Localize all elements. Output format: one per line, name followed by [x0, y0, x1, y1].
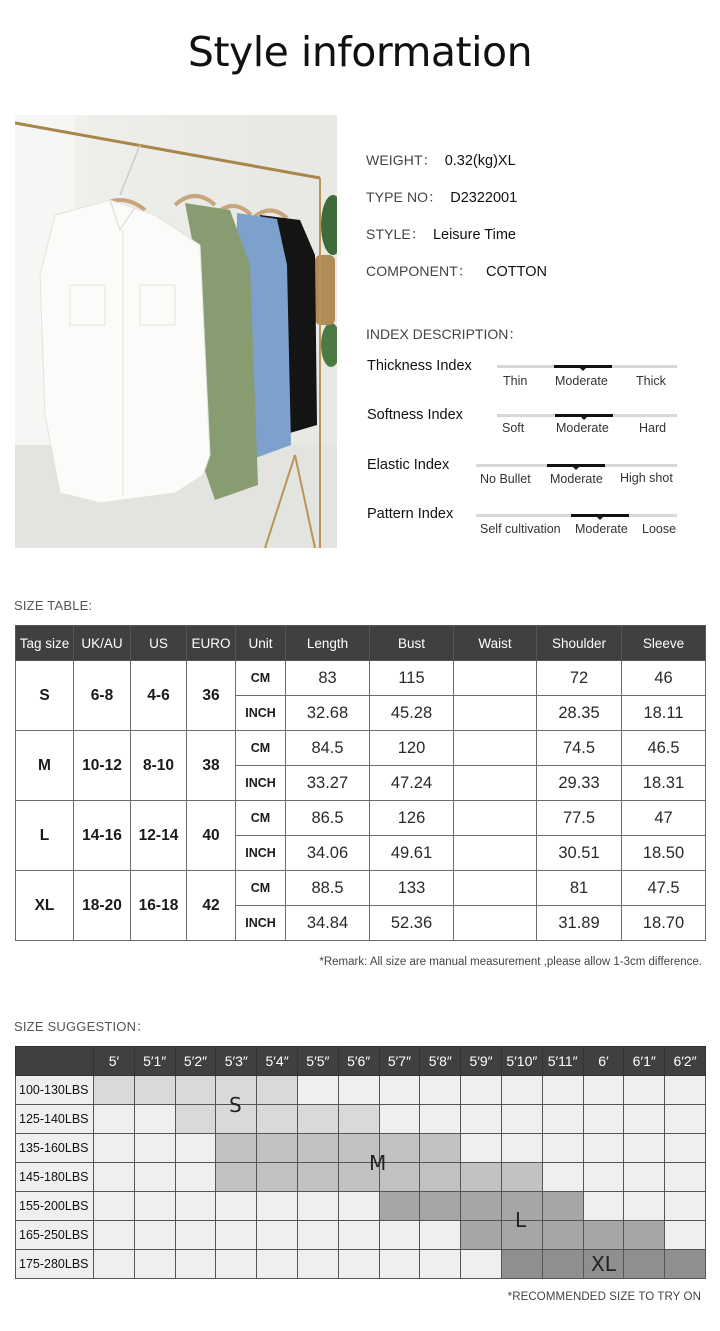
grid-cell-empty — [338, 1250, 379, 1279]
height-header: 5′6″ — [338, 1047, 379, 1076]
length-cell: 88.5 — [286, 871, 370, 906]
grid-cell-empty — [134, 1163, 175, 1192]
size-suggestion-label: SIZE SUGGESTION： — [14, 1019, 150, 1034]
weight-label: 135-160LBS — [16, 1134, 94, 1163]
grid-cell-m — [257, 1163, 298, 1192]
sleeve-cell: 47.5 — [622, 871, 706, 906]
spec-style — [366, 224, 516, 244]
waist-cell — [454, 696, 537, 731]
header-shoulder: Shoulder — [537, 626, 622, 661]
uk-au-cell: 10-12 — [74, 731, 131, 801]
size-mark-s: S — [229, 1093, 242, 1117]
weight-row — [16, 1221, 706, 1250]
softness-option-mid: Moderate — [556, 421, 609, 435]
grid-cell-empty — [665, 1134, 706, 1163]
grid-cell-empty — [94, 1250, 135, 1279]
grid-corner-cell — [16, 1047, 94, 1076]
spec-type-no-label: TYPE NO： — [366, 189, 443, 205]
grid-cell-empty — [297, 1221, 338, 1250]
grid-cell-l — [542, 1192, 583, 1221]
grid-cell-empty — [665, 1221, 706, 1250]
grid-cell-empty — [583, 1134, 624, 1163]
length-cell: 34.84 — [286, 906, 370, 941]
header-unit: Unit — [236, 626, 286, 661]
thickness-option-high: Thick — [636, 374, 666, 388]
grid-cell-empty — [134, 1250, 175, 1279]
tag-size-cell: M — [16, 731, 74, 801]
softness-option-low: Soft — [502, 421, 525, 435]
euro-cell: 40 — [187, 801, 236, 871]
size-mark-l: L — [515, 1208, 527, 1232]
grid-cell-empty — [134, 1134, 175, 1163]
euro-cell: 42 — [187, 871, 236, 941]
grid-cell-empty — [297, 1250, 338, 1279]
thickness-option-low: Thin — [503, 374, 528, 388]
grid-cell-empty — [94, 1221, 135, 1250]
grid-cell-empty — [665, 1105, 706, 1134]
grid-cell-empty — [175, 1163, 216, 1192]
grid-cell-empty — [134, 1192, 175, 1221]
shoulder-cell: 31.89 — [537, 906, 622, 941]
grid-cell-empty — [420, 1250, 461, 1279]
grid-cell-s — [175, 1076, 216, 1105]
grid-cell-empty — [175, 1134, 216, 1163]
size-mark-xl: XL — [591, 1252, 616, 1276]
bust-cell: 126 — [370, 801, 454, 836]
grid-cell-s — [297, 1105, 338, 1134]
grid-cell-xl — [624, 1250, 665, 1279]
header-tag-size: Tag size — [16, 626, 74, 661]
uk-au-cell: 18-20 — [74, 871, 131, 941]
softness-index-pointer-icon — [581, 417, 587, 420]
pattern-option-low: Self cultivation — [480, 522, 561, 536]
shoulder-cell: 81 — [537, 871, 622, 906]
height-header: 5′2″ — [175, 1047, 216, 1076]
grid-cell-empty — [257, 1221, 298, 1250]
us-cell: 4-6 — [131, 661, 187, 731]
sleeve-cell: 47 — [622, 801, 706, 836]
height-header: 5′8″ — [420, 1047, 461, 1076]
grid-cell-empty — [297, 1192, 338, 1221]
height-header: 5′11″ — [542, 1047, 583, 1076]
grid-cell-empty — [461, 1134, 502, 1163]
grid-cell-empty — [583, 1192, 624, 1221]
weight-row — [16, 1163, 706, 1192]
grid-cell-empty — [624, 1076, 665, 1105]
length-cell: 84.5 — [286, 731, 370, 766]
uk-au-cell: 14-16 — [74, 801, 131, 871]
grid-cell-m — [461, 1163, 502, 1192]
grid-cell-empty — [257, 1192, 298, 1221]
grid-cell-empty — [94, 1134, 135, 1163]
grid-cell-empty — [297, 1076, 338, 1105]
bust-cell: 115 — [370, 661, 454, 696]
pattern-index-pointer-icon — [597, 517, 603, 520]
height-header: 5′5″ — [297, 1047, 338, 1076]
spec-component-value: COTTON — [486, 264, 547, 280]
grid-cell-empty — [461, 1105, 502, 1134]
grid-cell-empty — [501, 1105, 542, 1134]
size-table-header-row — [16, 626, 706, 661]
header-bust: Bust — [370, 626, 454, 661]
unit-cell: INCH — [236, 906, 286, 941]
grid-cell-empty — [501, 1134, 542, 1163]
grid-cell-m — [297, 1163, 338, 1192]
grid-cell-s — [257, 1105, 298, 1134]
grid-cell-m — [501, 1163, 542, 1192]
grid-cell-s — [94, 1076, 135, 1105]
spec-type-no-value: D2322001 — [450, 190, 518, 206]
grid-cell-empty — [216, 1192, 257, 1221]
weight-label: 145-180LBS — [16, 1163, 94, 1192]
spec-weight — [366, 150, 516, 170]
table-row-s-cm — [16, 661, 706, 696]
index-description-title: INDEX DESCRIPTION： — [366, 326, 523, 342]
weight-row — [16, 1076, 706, 1105]
shoulder-cell: 74.5 — [537, 731, 622, 766]
spec-component — [366, 261, 547, 281]
spec-component-label: COMPONENT： — [366, 263, 472, 279]
sleeve-cell: 18.31 — [622, 766, 706, 801]
table-row-xl-cm — [16, 871, 706, 906]
euro-cell: 38 — [187, 731, 236, 801]
shoulder-cell: 29.33 — [537, 766, 622, 801]
height-header: 6′2″ — [665, 1047, 706, 1076]
tag-size-cell: L — [16, 801, 74, 871]
grid-cell-empty — [175, 1221, 216, 1250]
pattern-option-high: Loose — [642, 522, 677, 536]
table-row-m-cm — [16, 731, 706, 766]
grid-cell-empty — [379, 1250, 420, 1279]
grid-cell-empty — [583, 1105, 624, 1134]
grid-cell-empty — [257, 1250, 298, 1279]
us-cell: 12-14 — [131, 801, 187, 871]
grid-cell-empty — [461, 1250, 502, 1279]
unit-cell: CM — [236, 801, 286, 836]
spec-style-value: Leisure Time — [432, 227, 516, 243]
elastic-index-label: Elastic Index — [367, 457, 450, 473]
grid-cell-m — [216, 1163, 257, 1192]
us-cell: 16-18 — [131, 871, 187, 941]
grid-cell-empty — [379, 1105, 420, 1134]
waist-cell — [454, 661, 537, 696]
grid-cell-empty — [624, 1105, 665, 1134]
sleeve-cell: 18.70 — [622, 906, 706, 941]
grid-cell-empty — [216, 1221, 257, 1250]
weight-row — [16, 1105, 706, 1134]
bust-cell: 49.61 — [370, 836, 454, 871]
unit-cell: CM — [236, 731, 286, 766]
header-sleeve: Sleeve — [622, 626, 706, 661]
grid-cell-empty — [542, 1105, 583, 1134]
weight-row — [16, 1134, 706, 1163]
grid-cell-empty — [501, 1076, 542, 1105]
grid-cell-s — [134, 1076, 175, 1105]
height-header: 5′1″ — [134, 1047, 175, 1076]
grid-cell-empty — [624, 1163, 665, 1192]
height-header: 6′1″ — [624, 1047, 665, 1076]
elastic-index-pointer-icon — [573, 467, 579, 470]
elastic-option-high: High shot — [620, 471, 673, 485]
sleeve-cell: 46 — [622, 661, 706, 696]
length-cell: 83 — [286, 661, 370, 696]
grid-cell-l — [583, 1221, 624, 1250]
height-header: 5′10″ — [501, 1047, 542, 1076]
recommended-size-footnote: *RECOMMENDED SIZE TO TRY ON — [507, 1291, 701, 1303]
unit-cell: INCH — [236, 766, 286, 801]
length-cell: 33.27 — [286, 766, 370, 801]
bust-cell: 120 — [370, 731, 454, 766]
grid-cell-empty — [461, 1076, 502, 1105]
grid-cell-empty — [542, 1076, 583, 1105]
grid-cell-empty — [175, 1192, 216, 1221]
weight-label: 125-140LBS — [16, 1105, 94, 1134]
grid-cell-xl — [665, 1250, 706, 1279]
grid-cell-l — [542, 1221, 583, 1250]
product-photo — [15, 115, 337, 548]
spec-style-label: STYLE： — [366, 226, 425, 242]
spec-weight-label: WEIGHT： — [366, 152, 437, 168]
unit-cell: INCH — [236, 836, 286, 871]
grid-cell-empty — [542, 1163, 583, 1192]
waist-cell — [454, 871, 537, 906]
grid-cell-empty — [542, 1134, 583, 1163]
size-table — [15, 625, 706, 941]
grid-cell-empty — [216, 1250, 257, 1279]
pattern-option-mid: Moderate — [575, 522, 628, 536]
bust-cell: 47.24 — [370, 766, 454, 801]
grid-cell-s — [257, 1076, 298, 1105]
grid-cell-empty — [665, 1076, 706, 1105]
size-mark-m: M — [369, 1151, 387, 1175]
elastic-option-mid: Moderate — [550, 472, 603, 486]
grid-cell-xl — [542, 1250, 583, 1279]
height-header: 6′ — [583, 1047, 624, 1076]
grid-cell-empty — [175, 1250, 216, 1279]
grid-cell-empty — [94, 1105, 135, 1134]
size-grid-header-row — [16, 1047, 706, 1076]
softness-index-label: Softness Index — [367, 407, 463, 423]
thickness-index-pointer-icon — [580, 368, 586, 371]
uk-au-cell: 6-8 — [74, 661, 131, 731]
grid-cell-m — [420, 1163, 461, 1192]
grid-cell-empty — [420, 1076, 461, 1105]
bust-cell: 52.36 — [370, 906, 454, 941]
height-header: 5′3″ — [216, 1047, 257, 1076]
softness-option-high: Hard — [639, 421, 667, 435]
header-euro: EURO — [187, 626, 236, 661]
grid-cell-empty — [94, 1163, 135, 1192]
sleeve-cell: 46.5 — [622, 731, 706, 766]
grid-cell-m — [420, 1134, 461, 1163]
weight-label: 165-250LBS — [16, 1221, 94, 1250]
thickness-option-mid: Moderate — [555, 374, 608, 388]
grid-cell-xl — [501, 1250, 542, 1279]
tag-size-cell: XL — [16, 871, 74, 941]
grid-cell-empty — [665, 1163, 706, 1192]
height-header: 5′9″ — [461, 1047, 502, 1076]
grid-cell-empty — [134, 1105, 175, 1134]
grid-cell-empty — [338, 1192, 379, 1221]
grid-cell-l — [379, 1192, 420, 1221]
waist-cell — [454, 766, 537, 801]
length-cell: 86.5 — [286, 801, 370, 836]
header-length: Length — [286, 626, 370, 661]
shoulder-cell: 30.51 — [537, 836, 622, 871]
grid-cell-l — [461, 1192, 502, 1221]
waist-cell — [454, 801, 537, 836]
grid-cell-m — [297, 1134, 338, 1163]
grid-cell-empty — [420, 1221, 461, 1250]
shirts-on-rack-image — [15, 115, 337, 548]
shoulder-cell: 77.5 — [537, 801, 622, 836]
size-suggestion-grid — [15, 1046, 706, 1279]
unit-cell: CM — [236, 871, 286, 906]
grid-cell-empty — [338, 1076, 379, 1105]
unit-cell: INCH — [236, 696, 286, 731]
grid-cell-empty — [624, 1134, 665, 1163]
height-header: 5′4″ — [257, 1047, 298, 1076]
us-cell: 8-10 — [131, 731, 187, 801]
grid-cell-empty — [583, 1163, 624, 1192]
grid-cell-l — [420, 1192, 461, 1221]
header-us: US — [131, 626, 187, 661]
sleeve-cell: 18.50 — [622, 836, 706, 871]
grid-cell-empty — [379, 1076, 420, 1105]
grid-cell-empty — [583, 1076, 624, 1105]
weight-label: 100-130LBS — [16, 1076, 94, 1105]
weight-row — [16, 1192, 706, 1221]
euro-cell: 36 — [187, 661, 236, 731]
grid-cell-l — [624, 1221, 665, 1250]
grid-cell-m — [257, 1134, 298, 1163]
grid-cell-s — [338, 1105, 379, 1134]
spec-type-no — [366, 187, 517, 207]
weight-label: 155-200LBS — [16, 1192, 94, 1221]
grid-cell-l — [461, 1221, 502, 1250]
grid-cell-empty — [420, 1105, 461, 1134]
grid-cell-empty — [624, 1192, 665, 1221]
elastic-option-low: No Bullet — [480, 472, 531, 486]
waist-cell — [454, 731, 537, 766]
length-cell: 34.06 — [286, 836, 370, 871]
waist-cell — [454, 836, 537, 871]
grid-cell-empty — [134, 1221, 175, 1250]
bust-cell: 45.28 — [370, 696, 454, 731]
sleeve-cell: 18.11 — [622, 696, 706, 731]
shoulder-cell: 72 — [537, 661, 622, 696]
waist-cell — [454, 906, 537, 941]
bust-cell: 133 — [370, 871, 454, 906]
size-table-label: SIZE TABLE: — [14, 598, 93, 613]
grid-cell-s — [175, 1105, 216, 1134]
size-remark: *Remark: All size are manual measurement ,please allow 1-3cm difference. — [319, 956, 702, 968]
unit-cell: CM — [236, 661, 286, 696]
page-title: Style information — [187, 28, 533, 76]
thickness-index-label: Thickness Index — [367, 358, 472, 374]
height-header: 5′7″ — [379, 1047, 420, 1076]
grid-cell-empty — [338, 1221, 379, 1250]
shoulder-cell: 28.35 — [537, 696, 622, 731]
header-uk-au: UK/AU — [74, 626, 131, 661]
grid-cell-empty — [379, 1221, 420, 1250]
height-header: 5′ — [94, 1047, 135, 1076]
spec-weight-value: 0.32(kg)XL — [444, 153, 516, 169]
length-cell: 32.68 — [286, 696, 370, 731]
header-waist: Waist — [454, 626, 537, 661]
pattern-index-label: Pattern Index — [367, 506, 454, 522]
grid-cell-m — [216, 1134, 257, 1163]
grid-cell-empty — [665, 1192, 706, 1221]
grid-cell-empty — [94, 1192, 135, 1221]
table-row-l-cm — [16, 801, 706, 836]
tag-size-cell: S — [16, 661, 74, 731]
weight-label: 175-280LBS — [16, 1250, 94, 1279]
